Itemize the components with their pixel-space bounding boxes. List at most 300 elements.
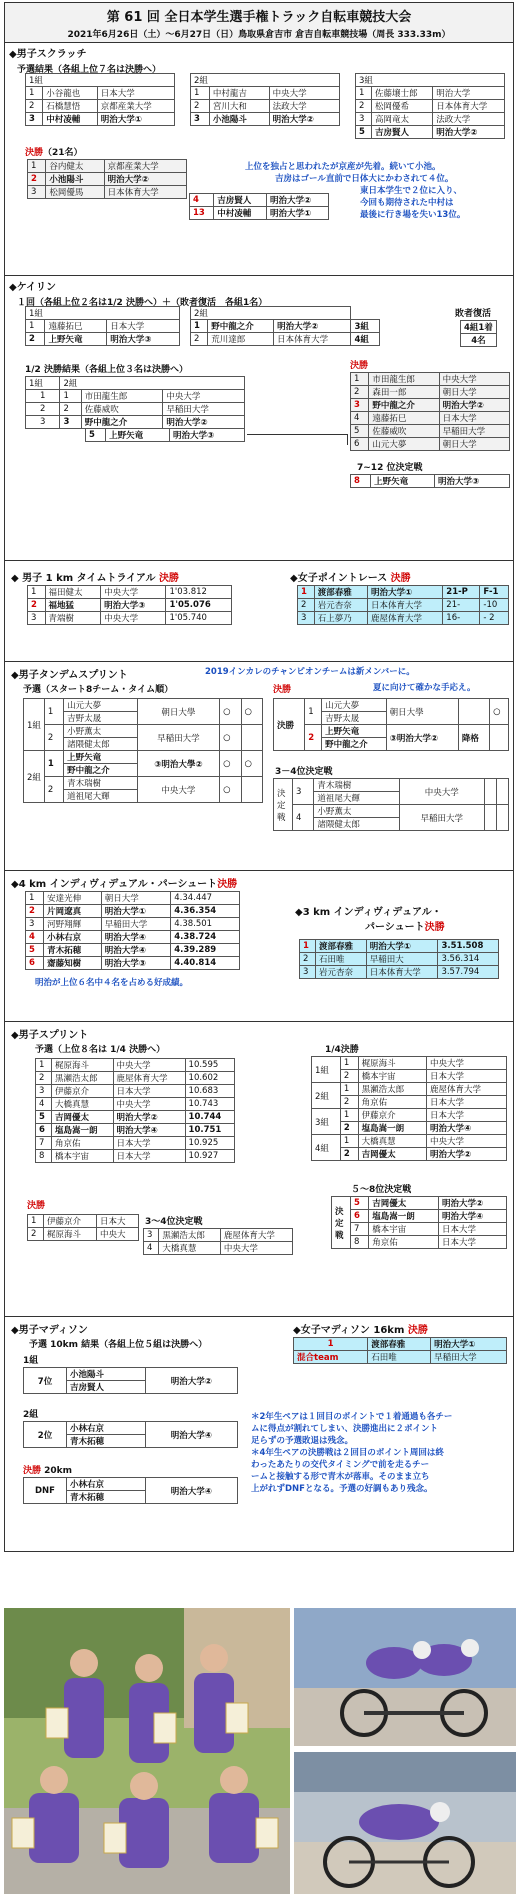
madison-heat-title: 予選 10km 結果（各組上位５組は決勝へ） xyxy=(29,1340,208,1350)
rider-name: 小野薫太 xyxy=(64,725,138,738)
time: 3.57.794 xyxy=(438,966,499,979)
team-label: 混合team xyxy=(294,1351,368,1364)
comment-line: 今回も期待された中村は xyxy=(360,198,454,208)
points-title xyxy=(290,569,411,584)
rank: 3 xyxy=(26,918,44,931)
rank: 8 xyxy=(351,475,371,488)
team: 明治大学① xyxy=(101,905,171,918)
place: 2位 xyxy=(24,1422,67,1448)
rank: 2 xyxy=(36,1072,52,1085)
points: 21-P xyxy=(443,586,480,599)
repechage-table xyxy=(460,320,497,347)
team: 明治大学③ xyxy=(101,957,171,970)
comment-line: 最後に行き場を失い13位。 xyxy=(360,210,466,220)
team: ③明治大學② xyxy=(137,751,219,777)
rider-name: 橋本宇宙 xyxy=(358,1070,426,1083)
rank: 3 xyxy=(36,1085,52,1098)
team: 日本体育大学 xyxy=(433,100,505,113)
rider-name: 梶原海斗 xyxy=(52,1059,113,1072)
rank: 2 xyxy=(28,1228,44,1241)
rider-name: 大橋真慧 xyxy=(52,1098,113,1111)
rider-name: 伊藤京介 xyxy=(52,1085,113,1098)
rank: 6 xyxy=(26,957,44,970)
madison-group-2-label: 2組 xyxy=(23,1410,39,1420)
rank: 4 xyxy=(26,931,44,944)
rank: 2 xyxy=(28,599,46,612)
team: 中央大 xyxy=(96,1228,138,1241)
rider-name: 宮川大和 xyxy=(209,100,269,113)
tandem-heat-title: 予選（スタート8チーム・タイム順） xyxy=(23,685,174,695)
repechage-result: 4組1着 xyxy=(461,321,497,334)
rank: 1 xyxy=(356,87,372,100)
keirin-group-1 xyxy=(25,306,180,346)
pursuit-section xyxy=(4,871,514,1022)
team: 明治大学② xyxy=(439,1197,507,1210)
comment-line: 上位を独占と思われたが京産が先着。続いて小池。 xyxy=(245,162,441,172)
team: 日本体育大学 xyxy=(366,966,438,979)
team: 鹿屋体育大学 xyxy=(113,1072,185,1085)
team: 早稲田大学 xyxy=(399,805,484,831)
scratch-final-heading xyxy=(25,145,83,158)
rider-name: 山元大夢 xyxy=(64,699,138,712)
group-label: 1組 xyxy=(26,307,180,320)
rider-name: 塩島嵩一朗 xyxy=(52,1124,113,1137)
team: 朝日大學 xyxy=(386,699,458,725)
rank: 2 xyxy=(351,386,369,399)
repechage-count: 4名 xyxy=(461,334,497,347)
sprint-5-8-title: ５～8位決定戦 xyxy=(351,1185,412,1195)
rider-name: 福地猛 xyxy=(45,599,101,612)
rank: 1 xyxy=(298,586,315,599)
team: 中央大学 xyxy=(220,1242,292,1255)
rank: 1 xyxy=(36,1059,52,1072)
keirin-group-2 xyxy=(190,306,380,346)
rider-name: 大橋真慧 xyxy=(358,1135,426,1148)
team: 京都産業大学 xyxy=(97,100,174,113)
ip4-title xyxy=(11,875,237,890)
rank: 6 xyxy=(351,438,369,451)
rank: 2 xyxy=(191,333,208,346)
team: 日本大 xyxy=(96,1215,138,1228)
bracket-line xyxy=(247,434,348,445)
rank: 2 xyxy=(26,333,45,346)
tandem-title: ◆男子タンデムスプリント xyxy=(11,670,128,681)
team: 明治大学④ xyxy=(145,1478,237,1504)
rank: 2 xyxy=(191,100,210,113)
team: 早稲田大学 xyxy=(439,425,509,438)
rider-name: 諸隈健太郎 xyxy=(64,738,138,751)
rider-name: 青木拓穂 xyxy=(67,1435,146,1448)
rider-name: 上野矢竜 xyxy=(64,751,138,764)
rank: 3 xyxy=(300,966,316,979)
team: 日本大学 xyxy=(439,1223,507,1236)
rider-name: 山元大夢 xyxy=(369,438,439,451)
rider-name: 小池陽斗 xyxy=(209,113,269,126)
rank: 3 xyxy=(28,612,46,625)
rider-name: 野中龍之介 xyxy=(322,738,387,751)
points-title-text: ◆女子ポイントレース xyxy=(290,573,391,584)
time: 10.602 xyxy=(185,1072,234,1085)
rider-name: 市田龍生郎 xyxy=(369,373,439,386)
rank: 4 xyxy=(36,1098,52,1111)
rank: 1 xyxy=(44,699,63,725)
time: 1'05.076 xyxy=(166,599,232,612)
heat-mark: ○ xyxy=(241,751,262,777)
team: 日本大学 xyxy=(97,87,174,100)
group-label: 決定戦 xyxy=(274,779,293,831)
team: 日本大学 xyxy=(439,412,509,425)
rank: 3 xyxy=(60,416,81,429)
team: 早稲田大学 xyxy=(163,403,245,416)
rank: 4 xyxy=(190,194,214,207)
team: 明治大学② xyxy=(163,416,245,429)
rider-name: 荒川達郎 xyxy=(208,333,274,346)
heat-mark: ○ xyxy=(220,777,241,803)
rider-name: 上野矢竜 xyxy=(322,725,387,738)
rider-name: 橋本宇宙 xyxy=(52,1150,113,1163)
wmadison-table xyxy=(293,1337,507,1364)
final-label: 決勝 xyxy=(25,148,44,158)
note-line: ＊2年生ペアは１回目のポイントで１着通過も各チー xyxy=(251,1412,453,1422)
time: 3.56.314 xyxy=(438,953,499,966)
sprint-heat-title: 予選（上位８名は 1/4 決勝へ） xyxy=(35,1045,166,1055)
rider-name: 吉野太晟 xyxy=(322,712,387,725)
team: 中央大学 xyxy=(113,1059,185,1072)
finish: F-1 xyxy=(480,586,509,599)
rider-name: 野中龍之介 xyxy=(81,416,163,429)
time: 4.38.501 xyxy=(171,918,240,931)
team: 京都産業大学 xyxy=(104,160,186,173)
team: 明治大学② xyxy=(274,320,351,333)
rank: 2 xyxy=(28,173,46,186)
time: 10.751 xyxy=(185,1124,234,1137)
team: 中央大学 xyxy=(439,373,509,386)
tandem-final-label: 決勝 xyxy=(273,685,292,695)
rank: 5 xyxy=(26,944,44,957)
team: 日本大学 xyxy=(426,1070,506,1083)
place: DNF xyxy=(24,1478,67,1504)
group-label: 2組 xyxy=(60,377,245,390)
team: 明治大学④ xyxy=(145,1422,237,1448)
rider-name: 青木拓穂 xyxy=(44,944,102,957)
rider-name: 青木瑞樹 xyxy=(64,777,138,790)
rank: 1 xyxy=(340,1057,358,1070)
tandem-photo-image xyxy=(294,1608,516,1746)
rank: 2 xyxy=(340,1070,358,1083)
rank: 8 xyxy=(36,1150,52,1163)
rider-name: 吉岡優太 xyxy=(369,1197,439,1210)
group-label: 1組 xyxy=(26,74,175,87)
rank: 1 xyxy=(26,390,60,403)
heat-mark: ○ xyxy=(241,699,262,725)
team: 明治大学① xyxy=(368,586,443,599)
madison-group-2-table xyxy=(23,1421,238,1448)
heat-mark: ○ xyxy=(220,725,241,751)
group-label: 3組 xyxy=(312,1109,341,1135)
heat-mark xyxy=(490,725,509,751)
scratch-title: ◆男子スクラッチ xyxy=(9,49,87,60)
team: 明治大学③ xyxy=(107,333,180,346)
note-line: わったあたりの交代タイミングで前を走るチー xyxy=(251,1460,430,1470)
madison-title: ◆男子マディソン xyxy=(11,1325,88,1336)
team: 中央大学 xyxy=(113,1098,185,1111)
rider-name: 野中龍之介 xyxy=(208,320,274,333)
madison-group-1-table xyxy=(23,1367,238,1394)
pursuit-photo xyxy=(294,1752,516,1894)
team: 明治大学③ xyxy=(101,599,166,612)
rank: 3 xyxy=(144,1229,159,1242)
rider-name: 谷内健太 xyxy=(46,160,104,173)
rider-name: 安達光伸 xyxy=(44,892,102,905)
rider-name: 角京佑 xyxy=(369,1236,439,1249)
team: 明治大学 xyxy=(433,87,505,100)
team: 日本大学 xyxy=(439,1236,507,1249)
rider-name: 遠藤拓巳 xyxy=(45,320,107,333)
rider-name: 吉房賢人 xyxy=(67,1381,146,1394)
points: 16- xyxy=(443,612,480,625)
time: 4.38.724 xyxy=(171,931,240,944)
rank: 4 xyxy=(144,1242,159,1255)
comment-line: 吉房はゴール直前で日体大にかわされて４位。 xyxy=(275,174,454,184)
heat-mark xyxy=(241,777,262,803)
team: ③明治大学② xyxy=(386,725,458,751)
team: 明治大学② xyxy=(113,1111,185,1124)
team: 朝日大学 xyxy=(101,892,171,905)
team: 中央大学 xyxy=(163,390,245,403)
team: 明治大学① xyxy=(366,940,438,953)
tt-points-section xyxy=(4,561,514,662)
scratch-group-2 xyxy=(190,73,340,126)
finish: - 2 xyxy=(480,612,509,625)
team: 明治大学② xyxy=(145,1368,237,1394)
rider-name: 上野矢竜 xyxy=(371,475,435,488)
madison-group-1-label: 1組 xyxy=(23,1356,39,1366)
rank: 2 xyxy=(298,599,315,612)
team: 朝日大學 xyxy=(137,699,219,725)
scratch-heat-title: 予選結果（各組上位７名は決勝へ） xyxy=(17,65,162,75)
rank: 2 xyxy=(356,100,372,113)
rider-name: 小谷龍也 xyxy=(43,87,98,100)
rider-name: 松岡優馬 xyxy=(46,186,104,199)
rank: 2 xyxy=(26,905,44,918)
pursuit-photo-image xyxy=(294,1752,516,1894)
team: 日本大学 xyxy=(113,1085,185,1098)
team: 明治大学② xyxy=(266,194,328,207)
tandem-final-table xyxy=(273,698,509,751)
rider-name: 野中龍之介 xyxy=(369,399,439,412)
keirin-title: ◆ケイリン xyxy=(9,282,56,293)
team: 明治大学① xyxy=(431,1338,507,1351)
rank: 2 xyxy=(26,100,43,113)
team: 早稲田大学 xyxy=(431,1351,507,1364)
ip3-title-line: ◆3 km インディヴィデュアル・ xyxy=(295,907,442,918)
rank: 2 xyxy=(44,777,63,803)
heat-mark: 降格 xyxy=(458,725,489,751)
time: 4.34.447 xyxy=(171,892,240,905)
tandem-final-note: 夏に向けて確かな手応え。 xyxy=(373,683,476,693)
rider-name: 小林右京 xyxy=(44,931,102,944)
place: 1 xyxy=(294,1338,368,1351)
ip4-note: 明治が上位６名中４名を占める好成績。 xyxy=(35,978,189,988)
rank: 8 xyxy=(351,1236,369,1249)
wmadison-title-final: 決勝 xyxy=(407,1325,428,1336)
time: 10.595 xyxy=(185,1059,234,1072)
rider-name: 黒瀬浩太郎 xyxy=(52,1072,113,1085)
rider-name: 佐藤威吹 xyxy=(81,403,163,416)
team: 鹿屋体育大学 xyxy=(368,612,443,625)
rider-name: 梶原海斗 xyxy=(358,1057,426,1070)
heat-mark: ○ xyxy=(490,699,509,725)
group-label: 決勝 xyxy=(274,699,305,751)
rider-name: 青木拓穂 xyxy=(67,1491,146,1504)
heat-mark: ○ xyxy=(220,699,241,725)
team: 日本体育大学 xyxy=(274,333,351,346)
rank: 1 xyxy=(28,1215,44,1228)
ip3-table xyxy=(299,939,499,979)
rider-name: 中村龍吉 xyxy=(209,87,269,100)
team: 明治大学④ xyxy=(101,931,171,944)
rank: 5 xyxy=(356,126,372,139)
rider-name: 野中龍之介 xyxy=(64,764,138,777)
rank: 3 xyxy=(26,416,60,429)
wmadison-title xyxy=(293,1321,428,1336)
rider-name: 梶原海斗 xyxy=(44,1228,97,1241)
rank: 3 xyxy=(351,399,369,412)
rider-name: 青端樹 xyxy=(45,612,101,625)
team: 明治大学④ xyxy=(439,1210,507,1223)
rider-name: 福田健太 xyxy=(45,586,101,599)
sprint-3-4-title: 3～4位決定戦 xyxy=(145,1217,203,1227)
rank: 2 xyxy=(340,1096,358,1109)
heat-mark xyxy=(458,699,489,725)
rider-name: 上野矢竜 xyxy=(45,333,107,346)
rider-name: 吉房賢人 xyxy=(214,194,267,207)
ip4-title-text: ◆4 km インディヴィデュアル・パーシュート xyxy=(11,879,218,890)
group-label: 3組 xyxy=(356,74,505,87)
tandem-photo xyxy=(294,1608,516,1746)
rank: 6 xyxy=(351,1210,369,1223)
team: 中央大学 xyxy=(426,1135,506,1148)
rider-name: 大橋真慧 xyxy=(159,1242,221,1255)
team: 中央大学 xyxy=(101,612,166,625)
rank: 1 xyxy=(305,699,322,725)
report-page xyxy=(4,2,514,1552)
group-label: 1組 xyxy=(26,377,60,390)
tt-title-final: 決勝 xyxy=(158,573,179,584)
rider-name: 吉岡優太 xyxy=(52,1111,113,1124)
team: 明治大学③ xyxy=(434,475,509,488)
rank: 4 xyxy=(351,412,369,425)
rider-name: 石田唯 xyxy=(315,953,366,966)
rank: 1 xyxy=(26,87,43,100)
tandem-heats-table xyxy=(23,698,263,803)
time: 1'05.740 xyxy=(166,612,232,625)
rank: 3 xyxy=(28,186,46,199)
rank: 1 xyxy=(340,1135,358,1148)
rider-name: 石橋慧悟 xyxy=(43,100,98,113)
rider-name: 橋本宇宙 xyxy=(369,1223,439,1236)
group-label: 2組 xyxy=(191,74,340,87)
ip3-title xyxy=(295,905,445,935)
team: 中央大学 xyxy=(101,586,166,599)
team-photo-image xyxy=(4,1608,290,1894)
place: 7位 xyxy=(24,1368,67,1394)
time: 1'03.812 xyxy=(166,586,232,599)
rider-name: 道祖尾大輝 xyxy=(314,792,399,805)
team-photo xyxy=(4,1608,290,1894)
time: 10.927 xyxy=(185,1150,234,1163)
sprint-title: ◆男子スプリント xyxy=(11,1030,89,1041)
rider-name: 山元大夢 xyxy=(322,699,387,712)
keirin-final-label: 決勝 xyxy=(350,361,369,371)
team: 日本大学 xyxy=(426,1096,506,1109)
rank: 3 xyxy=(191,113,210,126)
rider-name: 渡部春雅 xyxy=(314,586,367,599)
rank: 1 xyxy=(28,586,46,599)
rank: 1 xyxy=(44,751,63,777)
rank: 7 xyxy=(351,1223,369,1236)
team: 明治大学④ xyxy=(101,944,171,957)
team: 鹿屋体育大学 xyxy=(220,1229,292,1242)
team: 明治大学④ xyxy=(426,1122,506,1135)
team: 早稲田大学 xyxy=(137,725,219,751)
rank: 1 xyxy=(340,1109,358,1122)
rider-name: 中村凌輔 xyxy=(43,113,98,126)
team: 明治大学③ xyxy=(169,429,244,442)
tandem-section xyxy=(4,662,514,871)
note-line: 上がれずDNFとなる。予選の好調もあり残念。 xyxy=(251,1484,433,1494)
team: 中央大学 xyxy=(426,1057,506,1070)
team: 明治大学② xyxy=(269,113,339,126)
team: 明治大学② xyxy=(426,1148,506,1161)
rank: 6 xyxy=(36,1124,52,1137)
rank: 1 xyxy=(28,160,46,173)
team: 法政大学 xyxy=(269,100,339,113)
rider-name: 諸隈健太郎 xyxy=(314,818,399,831)
rider-name: 青木瑞樹 xyxy=(314,779,399,792)
rider-name: 高岡竜太 xyxy=(371,113,432,126)
time: 3.51.508 xyxy=(438,940,499,953)
rider-name: 佐藤威吹 xyxy=(369,425,439,438)
team: 日本体育大学 xyxy=(104,186,186,199)
keirin-semi-extra xyxy=(85,428,245,442)
rank: 1 xyxy=(26,320,45,333)
group-label: 2組 xyxy=(24,751,45,803)
keirin-semi-title: 1/2 決勝結果（各組上位３名は決勝へ） xyxy=(25,365,188,375)
final-label: 決勝 xyxy=(23,1466,42,1476)
team: 明治大学② xyxy=(104,173,186,186)
madison-notes xyxy=(251,1411,513,1495)
madison-final-table xyxy=(23,1477,238,1504)
sprint-final-label: 決勝 xyxy=(27,1201,46,1211)
rider-name: 小野薫太 xyxy=(314,805,399,818)
rider-name: 渡部春雅 xyxy=(368,1338,431,1351)
rank: 2 xyxy=(305,725,322,751)
rider-name: 道祖尾大輝 xyxy=(64,790,138,803)
keirin-heat-title: １回（各組上位２名は1/2 決勝へ）＋（敗者復活 各組1名） xyxy=(17,298,268,308)
sprint-3-4-table xyxy=(143,1228,293,1255)
team: 明治大学① xyxy=(97,113,174,126)
rank: 3 xyxy=(26,113,43,126)
rider-name: 石上夢乃 xyxy=(314,612,367,625)
group-label: 1組 xyxy=(24,699,45,751)
team: 日本大学 xyxy=(113,1137,185,1150)
tandem-place-title: 3－4位決定戦 xyxy=(275,767,333,777)
tt-title xyxy=(11,569,179,584)
team: 中央大学 xyxy=(269,87,339,100)
page-title: 第 61 回 全日本学生選手権トラック自転車競技大会 xyxy=(106,10,412,25)
sprint-5-8-table xyxy=(331,1196,507,1249)
